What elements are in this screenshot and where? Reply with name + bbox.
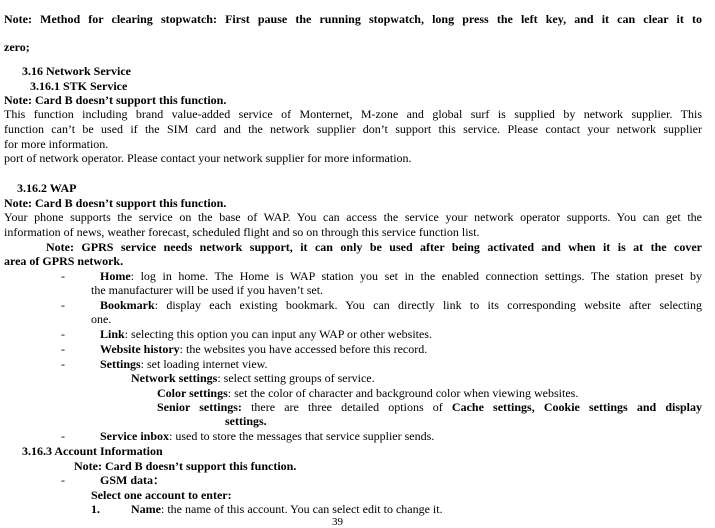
list-dash: - [61, 429, 65, 443]
numbered-item-number: 1. [91, 502, 100, 516]
gprs-note-line1: Note: GPRS service needs network support, it can only be used after being activated and when it is at the cover [46, 240, 702, 254]
numbered-item-name: Name: the name of this account. You can select edit to change it. [131, 502, 443, 516]
section-heading-3-16: 3.16 Network Service [22, 64, 131, 78]
list-item-bookmark: Bookmark: display each existing bookmark. You can directly link to its corresponding website after selecting [100, 298, 702, 312]
page-number: 39 [332, 516, 343, 528]
list-dash: - [61, 357, 65, 371]
list-dash: - [61, 473, 65, 487]
list-dash: - [61, 327, 65, 341]
sub-item-network-settings: Network settings: select setting groups of service. [131, 371, 375, 385]
sub-item-senior-settings-cont: settings. [225, 414, 267, 428]
list-dash: - [61, 342, 65, 356]
list-dash: - [61, 269, 65, 283]
stk-paragraph-line1: This function including brand value-added service of Monternet, M-zone and global surf is supplied by network supplier. This [4, 107, 702, 121]
list-item-bookmark-cont: one. [91, 312, 112, 326]
list-dash: - [61, 298, 65, 312]
select-account-instruction: Select one account to enter: [91, 488, 232, 502]
section-heading-3-16-2: 3.16.2 WAP [17, 181, 77, 195]
list-item-home-cont: the manufacturer will be used if you haven’t set. [91, 283, 324, 297]
list-item-link: Link: selecting this option you can input any WAP or other websites. [100, 327, 432, 341]
sub-item-color-settings: Color settings: set the color of character and background color when viewing websites. [157, 386, 579, 400]
stk-paragraph-line3: for more information. [4, 137, 109, 151]
wap-paragraph-line1: Your phone supports the service on the base of WAP. You can access the service your network operator supports. You can get the [4, 210, 702, 224]
note-card-b: Note: Card B doesn’t support this function. [4, 196, 227, 210]
section-heading-3-16-3: 3.16.3 Account Information [22, 444, 163, 458]
list-item-gsm-data: GSM data： [100, 473, 166, 487]
note-stopwatch-line2: zero; [4, 40, 30, 54]
sub-item-senior-settings: Senior settings: there are three detailed options of Cache settings, Cookie settings and display [157, 400, 703, 414]
wap-paragraph-line2: information of news, weather forecast, scheduled flight and so on through this service function list. [4, 225, 480, 239]
list-item-website-history: Website history: the websites you have accessed before this record. [100, 342, 428, 356]
note-stopwatch-line1: Note: Method for clearing stopwatch: First pause the running stopwatch, long press the left key, and it can clear it to [4, 12, 702, 26]
stk-paragraph-2: port of network operator. Please contact your network supplier for more information. [4, 151, 412, 165]
note-card-b: Note: Card B doesn’t support this function. [4, 93, 227, 107]
stk-paragraph-line2: function can’t be used if the SIM card and the network supplier don’t support this service. Please contact your network supplier [4, 122, 702, 136]
gprs-note-line2: area of GPRS network. [4, 254, 124, 268]
section-heading-3-16-1: 3.16.1 STK Service [30, 79, 128, 93]
list-item-settings: Settings: set loading internet view. [100, 357, 268, 371]
list-item-service-inbox: Service inbox: used to store the messages that service supplier sends. [100, 429, 435, 443]
list-item-home: Home: log in home. The Home is WAP station you set in the enabled connection settings. The station preset by [100, 269, 702, 283]
note-card-b: Note: Card B doesn’t support this function. [74, 459, 297, 473]
